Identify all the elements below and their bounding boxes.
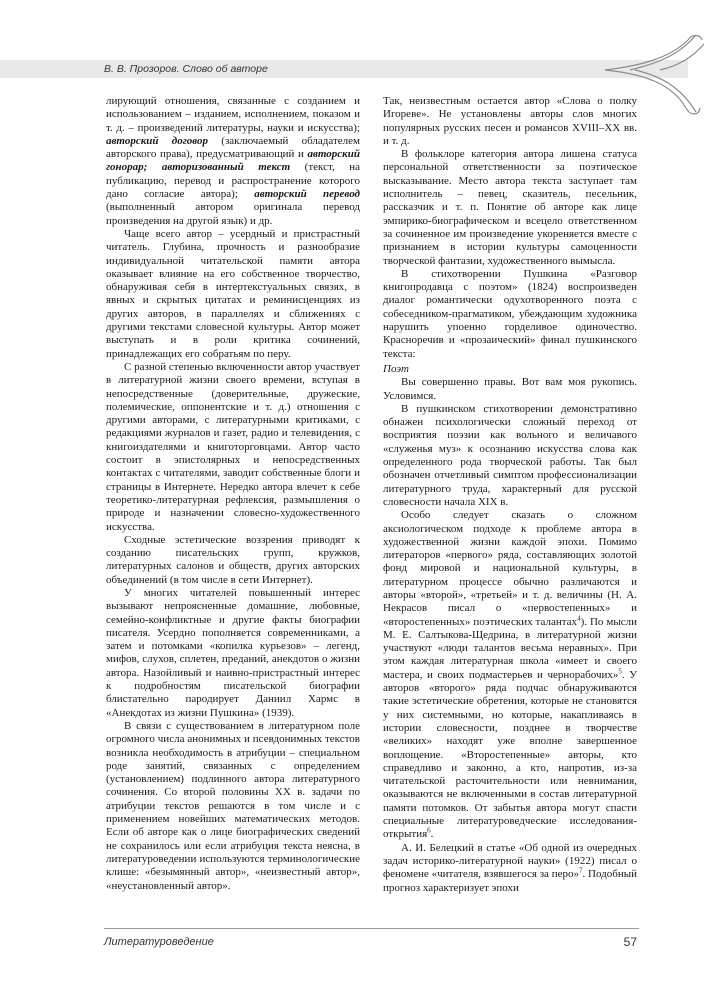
footnote-ref: 5 [618,667,622,676]
paragraph [383,842,637,895]
text-run: В фольклоре категория автора лишена статуса персональной ответственности за поэтическое высказывание. Место автора текста заступает там исполнитель – певец, сказитель, песельник, рассказчик и т. п. Понятие об авторе как лице эмпирико-биографическом и всецело ответственном за сочиненное им произведение укореняется вместе с признанием в истории культуры самоценности творческой фантазии, художественного вымысла. [383,148,637,267]
text-run: (заключаемый обладателем авторского права), предусматривающий и [106,134,360,161]
text-run: В стихотворении Пушкина «Разговор книгопродавца с поэтом» (1824) воспроизведен диалог романтически одухотворенного поэта с собеседником-прагматиком, убеждающим художника нарушить упоенно горделивое одиночество. Красноречив и «прозаический» финал пушкинского текста: [383,267,637,360]
left-text-column [106,95,360,925]
paragraph [106,720,360,893]
paragraph [383,376,637,403]
paragraph [383,95,637,148]
term-emphasis: авторский гонорар; авторизованный текст [106,148,360,174]
paragraph [383,148,637,268]
text-run: А. И. Белецкий в статье «Об одной из очередных задач историко-литературной науки» (1922) писал о феномене «читателя, взявшегося за перо» [383,841,637,881]
text-run: Особо следует сказать о сложном аксиологическом подходе к проблеме автора в художественной жизни каждой эпохи. Помимо литераторов «первого» ряда, составляющих золотой фонд мировой и национальной культуры, в литературном процессе обычно различаются и авторы «второй», «третьей» и т. д. величины (Н. А. Некрасов писал о «первостепенных» и «второстепенных» поэтических талантах [383,509,637,628]
paragraph [106,587,360,720]
paragraph [383,509,637,841]
text-run: (выполненный автором оригинала перевод произведения на другой язык) и др. [106,201,360,227]
text-run: В пушкинском стихотворении демонстративно обнажен психологически сложный переход от восприятия поэзии как вольного и величавого «служенья муз» к осознанию искусства слова как определенного рода творческой работы. Так был обозначен отчетливый симптом профессионализации литературного труда, характерный для русской словесности начала XIX в. [383,402,637,508]
text-run: ). По мысли М. Е. Салтыкова-Щедрина, в литературной жизни участвуют «люди талантов весьма неравных». При этом каждая литературная школа «имеет и своего мастера, и своих подмастерьев и чернорабочих» [383,615,637,681]
text-run: Поэт [383,362,409,375]
text-run: Вы совершенно правы. Вот вам моя рукопись. Условимся. [383,376,637,402]
paragraph [106,534,360,587]
speaker-label [383,363,637,376]
paragraph [383,268,637,361]
page-number: 57 [623,935,637,949]
footer-rule [104,928,639,929]
running-head-title: В. В. Прозоров. Слово об авторе [104,63,268,75]
term-emphasis: авторский договор [106,134,209,147]
paragraph [106,361,360,534]
footnote-ref: 6 [427,826,431,835]
text-run: лирующий отношения, связанные с созданием и использованием – изданием, исполнением, показом и т. д. – произведений литературы, науки и искусства); [106,95,360,134]
footnote-ref: 4 [577,613,581,622]
right-text-column [383,95,637,925]
term-emphasis: авторский перевод [254,188,360,201]
text-run: . [430,828,434,841]
text-run: С разной степенью включенности автор участвует в литературной жизни своего времени, вступая в непосредственные (доверительные, дружеские, полемические, оппонентские и т. д.) отношения с другими авторами, с литературными критиками, с редакциями журналов и газет, радио и телевидения, с книгоиздателями и книготорговцами. Автор часто состоит в эпистолярных и непосредственных контактах с читателями, заводит собственные блоги и страницы в Интернете. Нередко автора влечет к себе теоретико-литературная рефлексия, размышления о природе и назначении словесно-художественного искусства. [106,360,360,533]
text-run: Сходные эстетические воззрения приводят к созданию писательских групп, кружков, литературных салонов и обществ, других авторских объединений (в том числе в сети Интернет). [106,533,360,586]
footnote-ref: 7 [578,866,583,875]
text-run: . Подобный прогноз характеризует эпохи [383,868,637,894]
paragraph [106,228,360,361]
text-run: В связи с существованием в литературном поле огромного числа анонимных и псевдонимных текстов возникла необходимость в атрибуции – специальном роде занятий, связанных с определением (установлением) подлинного автора литературного сочинения. Со второй половины XX в. задачи по атрибуции текстов решаются в том числе и с применением новейших математических методов. Если об авторе как о лице биографических сведений не сохранилось или если атрибуция текста неясна, в литературоведении используются терминологические клише: «безымянный автор», «неизвестный автор», «неустановленный автор». [106,719,360,892]
text-run: (текст, на публикацию, перевод и распространение которого дано согласие автора); [106,161,360,201]
journal-name: Литературоведение [104,936,214,948]
text-run: Так, неизвестным остается автор «Слова о полку Игореве». Не установлены авторы слов многих популярных русских песен и романсов XVIII–XX вв. и т. д. [383,95,637,147]
text-run: Чаще всего автор – усердный и пристрастный читатель. Глубина, прочность и разнообразие индивидуальной читательской памяти автора оказывает влияние на его собственное творчество, обнаруживая себя в интертекстуальных связях, в явных и скрытых цитатах и реминисценциях из других авторов, в параллелях и сближениях с другими текстами словесной культуры. Автор может выступать и в роли критика сочинений, принадлежащих его собратьям по перу. [106,227,360,360]
paragraph [383,403,637,509]
text-run: . У авторов «второго» ряда подчас обнаруживаются такие эстетические обретения, которые не становятся у них системными, но которые, накапливаясь в истории словесности, позднее в творчестве «великих» находят уже вполне завершенное воплощение. «Второстепенные» авторы, кто справедливо и законно, а кто, напротив, из-за читательской расточительности или невнимания, оказываются не включенными в состав литературной памяти потомков. От забытья автора могут спасти специальные литературоведческие исследования-открытия [383,668,637,841]
text-run: У многих читателей повышенный интерес вызывают непроясненные домашние, любовные, семейно-конфликтные и другие факты биографии писателя. Усердно пополняется современниками, а затем и потомками «копилка курьезов» – легенд, мифов, слухов, сплетен, преданий, анекдотов о жизни автора. Назойливый и наивно-пристрастный интерес к подробностям писательской биографии блистательно пародирует Даниил Хармс в «Анекдотах из жизни Пушкина» (1939). [106,586,360,719]
paragraph [106,95,360,228]
